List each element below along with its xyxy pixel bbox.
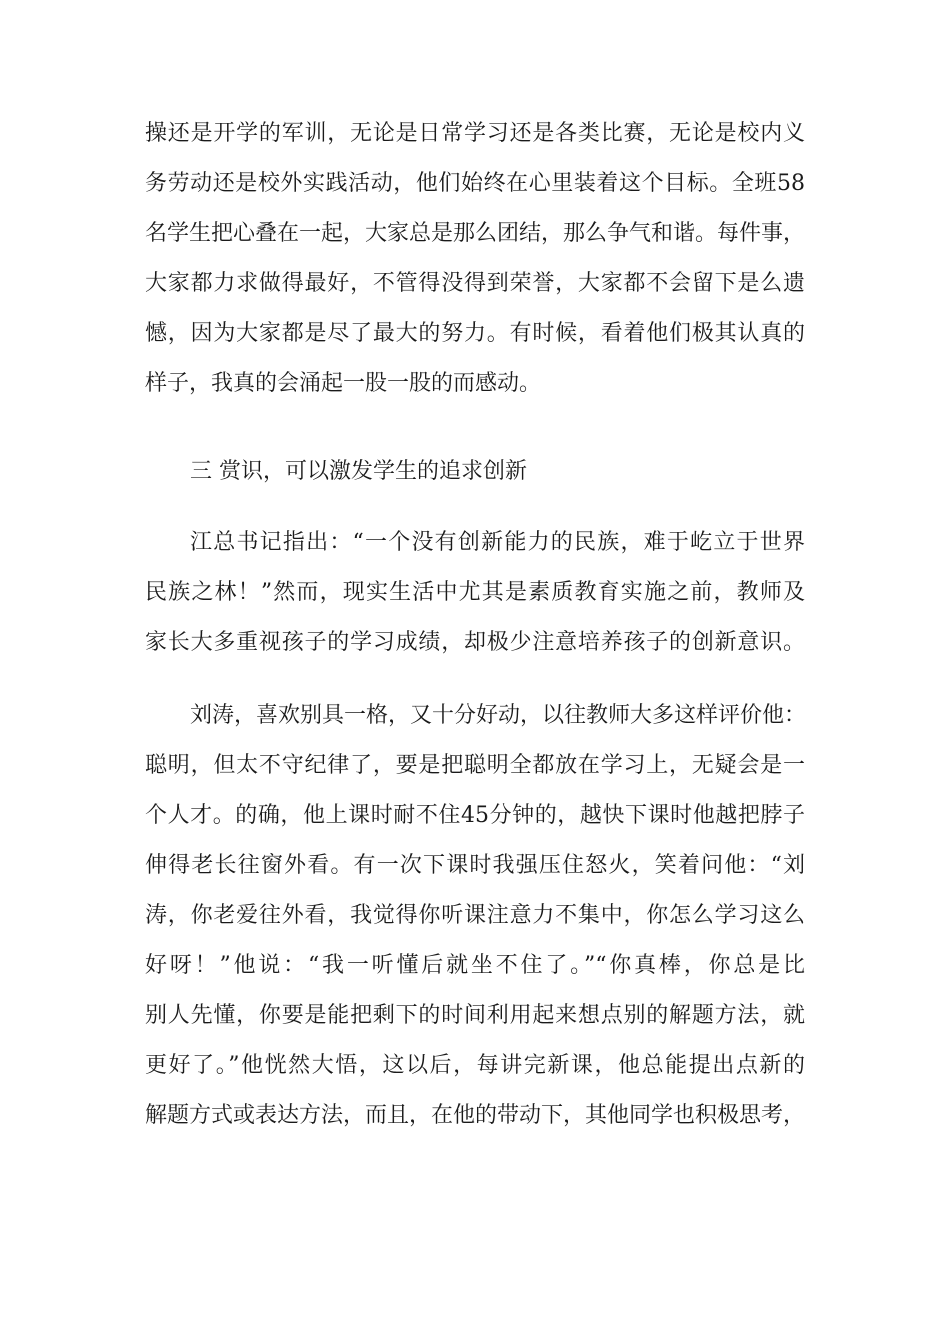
- text-line: 解题方式或表达方法，而且，在他的带动下，其他同学也积极思考，: [145, 1103, 806, 1128]
- text-line: 样子，我真的会涌起一股一股的而感动。: [145, 371, 542, 396]
- text-line: 聪明，但太不守纪律了，要是把聪明全都放在学习上，无疑会是一: [145, 753, 805, 778]
- text-line: 好呀！”他说：“我一听懂后就坐不住了。”“你真棒，你总是比: [145, 953, 805, 978]
- text-line: 江总书记指出：“一个没有创新能力的民族，难于屹立于世界: [190, 530, 805, 555]
- text-line: 个人才。的确，他上课时耐不住45分钟的，越快下课时他越把脖子: [145, 803, 805, 828]
- text-line: 涛，你老爱往外看，我觉得你听课注意力不集中，你怎么学习这么: [145, 903, 805, 928]
- text-line: 别人先懂，你要是能把剩下的时间利用起来想点别的解题方法，就: [145, 1003, 805, 1028]
- text-line: 名学生把心叠在一起，大家总是那么团结，那么争气和谐。每件事，: [145, 221, 806, 246]
- text-line: 务劳动还是校外实践活动，他们始终在心里装着这个目标。全班58: [145, 171, 805, 196]
- section-heading: 三 赏识，可以激发学生的追求创新: [190, 459, 527, 484]
- text-line: 民族之林！”然而，现实生活中尤其是素质教育实施之前，教师及: [145, 580, 805, 605]
- text-line: 家长大多重视孩子的学习成绩，却极少注意培养孩子的创新意识。: [145, 630, 805, 655]
- text-line: 大家都力求做得最好，不管得没得到荣誉，大家都不会留下是么遗: [145, 271, 805, 296]
- text-line: 操还是开学的军训，无论是日常学习还是各类比赛，无论是校内义: [145, 121, 805, 146]
- text-line: 刘涛，喜欢别具一格，又十分好动，以往教师大多这样评价他：: [190, 703, 807, 728]
- text-line: 更好了。”他恍然大悟，这以后，每讲完新课，他总能提出点新的: [145, 1053, 805, 1078]
- text-line: 憾，因为大家都是尽了最大的努力。有时候，看着他们极其认真的: [145, 321, 805, 346]
- text-line: 伸得老长往窗外看。有一次下课时我强压住怒火，笑着问他：“刘: [145, 853, 805, 878]
